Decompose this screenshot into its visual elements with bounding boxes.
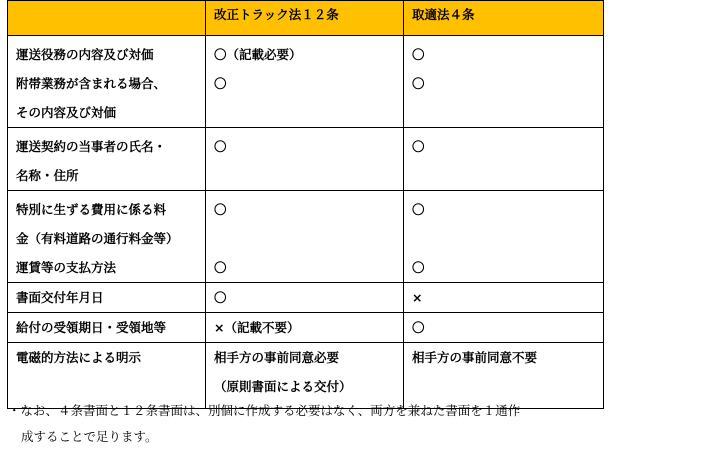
toriteki-law-cell [404,313,604,343]
item-text: 運送役務の内容及び対価 [16,47,154,62]
toriteki-law-cell [404,191,604,283]
table-row [8,313,604,343]
header-cell-item [8,1,206,36]
truck-law-cell [206,191,404,283]
item-text: 運送契約の当事者の氏名・ [16,139,167,154]
cell-value: 相手方の事前同意不要 [412,350,538,365]
truck-law-cell [206,283,404,313]
cell-value: 〇 [412,139,425,154]
table-row [8,283,604,313]
toriteki-law-cell [404,36,604,128]
table-header-row [8,1,604,36]
item-text: その内容及び対価 [16,105,117,120]
cell-spacer [412,224,597,253]
item-cell [8,128,206,191]
cell-value: 〇 [214,290,227,305]
truck-law-cell [206,313,404,343]
table-row [8,128,604,191]
header-cell-truck-law: 改正トラック法１２条 [206,1,404,36]
cell-value: 〇 [412,76,425,91]
cell-value: 〇 [214,260,227,275]
item-cell [8,36,206,128]
table-row [8,191,604,283]
cell-value: ×（記載不要） [214,320,300,335]
truck-law-cell [206,128,404,191]
footnote [8,398,708,450]
item-text: 電磁的方法による明示 [16,350,142,365]
item-text: 名称・住所 [16,168,79,183]
comparison-table [7,0,604,409]
item-text: 特別に生ずる費用に係る料 [16,202,167,217]
item-cell [8,283,206,313]
toriteki-law-cell [404,283,604,313]
cell-value: 〇 [412,47,425,62]
cell-spacer [214,224,397,253]
table-row [8,36,604,128]
toriteki-law-cell [404,128,604,191]
item-text: 書面交付年月日 [16,290,104,305]
item-text: 運賃等の支払方法 [16,260,117,275]
item-text: 附帯業務が含まれる場合、 [16,76,167,91]
cell-value: 相手方の事前同意必要 [214,350,340,365]
truck-law-cell [206,36,404,128]
footnote-line: ・なお、４条書面と１２条書面は、別個に作成する必要はなく、両方を兼ねた書面を１通作 [8,403,521,418]
header-cell-toriteki-law: 取適法４条 [404,1,604,36]
cell-value: （原則書面による交付） [214,379,352,394]
cell-value: 〇 [412,320,425,335]
cell-value: × [412,290,423,305]
cell-value: 〇 [214,202,227,217]
cell-value: 〇 [214,139,227,154]
footnote-line: 成することで足ります。 [21,429,158,444]
item-cell [8,313,206,343]
cell-value: 〇 [412,260,425,275]
item-text: 給付の受領期日・受領地等 [16,320,167,335]
item-text: 金（有料道路の通行料金等） [16,231,179,246]
cell-value: 〇（記載必要） [214,47,302,62]
cell-value: 〇 [412,202,425,217]
item-cell [8,191,206,283]
cell-value: 〇 [214,76,227,91]
